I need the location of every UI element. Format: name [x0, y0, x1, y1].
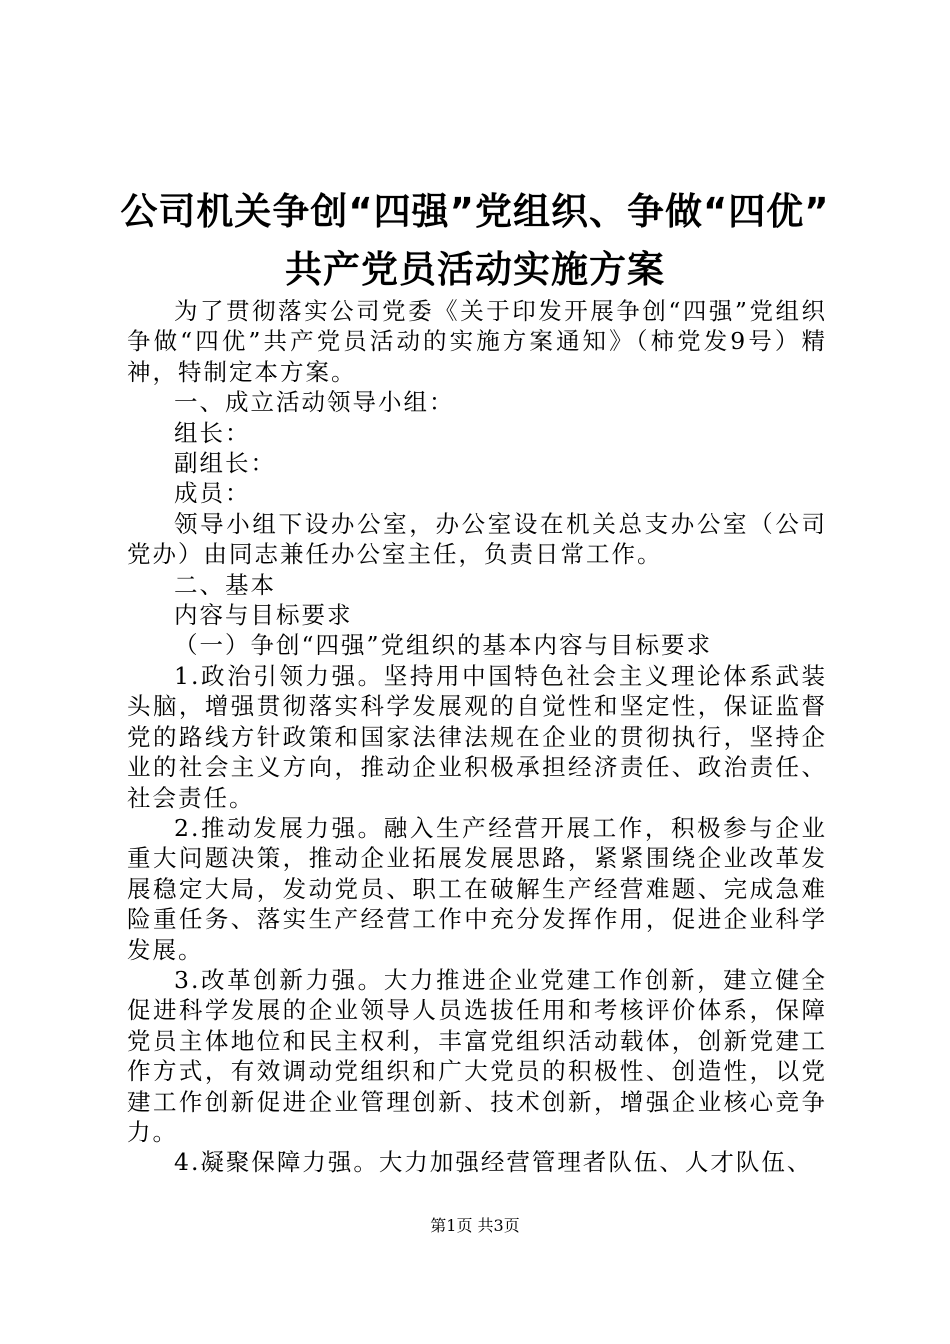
deputy-leader-line: 副组长： — [174, 449, 276, 478]
page-number: 第1页 — [430, 1216, 473, 1235]
office-paragraph: 领导小组下设办公室，办公室设在机关总支办公室（公司党办）由同志兼任办公室主任，负责日常工作。 — [127, 509, 827, 569]
item-paragraph-1: 1.政治引领力强。坚持用中国特色社会主义理论体系武装头脑，增强贯彻落实科学发展观的自觉性和坚定性，保证监督党的路线方针政策和国家法律法规在企业的贯彻执行，坚持企业的社会主义方向，推动企业积极承担经济责任、政治责任、社会责任。 — [127, 661, 827, 812]
intro-paragraph: 为了贯彻落实公司党委《关于印发开展争创“四强”党组织争做“四优”共产党员活动的实施方案通知》（柿党发9号）精神，特制定本方案。 — [127, 297, 827, 386]
section-heading-content: 内容与目标要求 — [174, 601, 353, 630]
members-line: 成员： — [174, 479, 251, 508]
page-footer — [0, 1216, 950, 1236]
section-heading-leadership: 一、成立活动领导小组： — [174, 388, 455, 417]
item-paragraph-4: 4.凝聚保障力强。大力加强经营管理者队伍、人才队伍、 — [174, 1148, 813, 1177]
item-paragraph-3: 3.改革创新力强。大力推进企业党建工作创新，建立健全促进科学发展的企业领导人员选拔任用和考核评价体系，保障党员主体地位和民主权利，丰富党组织活动载体，创新党建工作方式，有效调动党组织和广大党员的积极性、创造性，以党建工作创新促进企业管理创新、技术创新，增强企业核心竞争力。 — [127, 965, 827, 1146]
section-heading-basic: 二、基本 — [174, 570, 276, 599]
leader-line: 组长： — [174, 418, 251, 447]
item-paragraph-2: 2.推动发展力强。融入生产经营开展工作，积极参与企业重大问题决策，推动企业拓展发展思路，紧紧围绕企业改革发展稳定大局，发动党员、职工在破解生产经营难题、完成急难险重任务、落实生产经营工作中充分发挥作用，促进企业科学发展。 — [127, 813, 827, 964]
document-title-line-2: 共产党员活动实施方案 — [285, 248, 665, 291]
document-title-line-1: 公司机关争创“四强”党组织、争做“四优” — [120, 190, 830, 233]
subsection-heading: （一）争创“四强”党组织的基本内容与目标要求 — [174, 631, 713, 660]
page-total: 共3页 — [477, 1216, 520, 1235]
document-body — [127, 296, 827, 1178]
